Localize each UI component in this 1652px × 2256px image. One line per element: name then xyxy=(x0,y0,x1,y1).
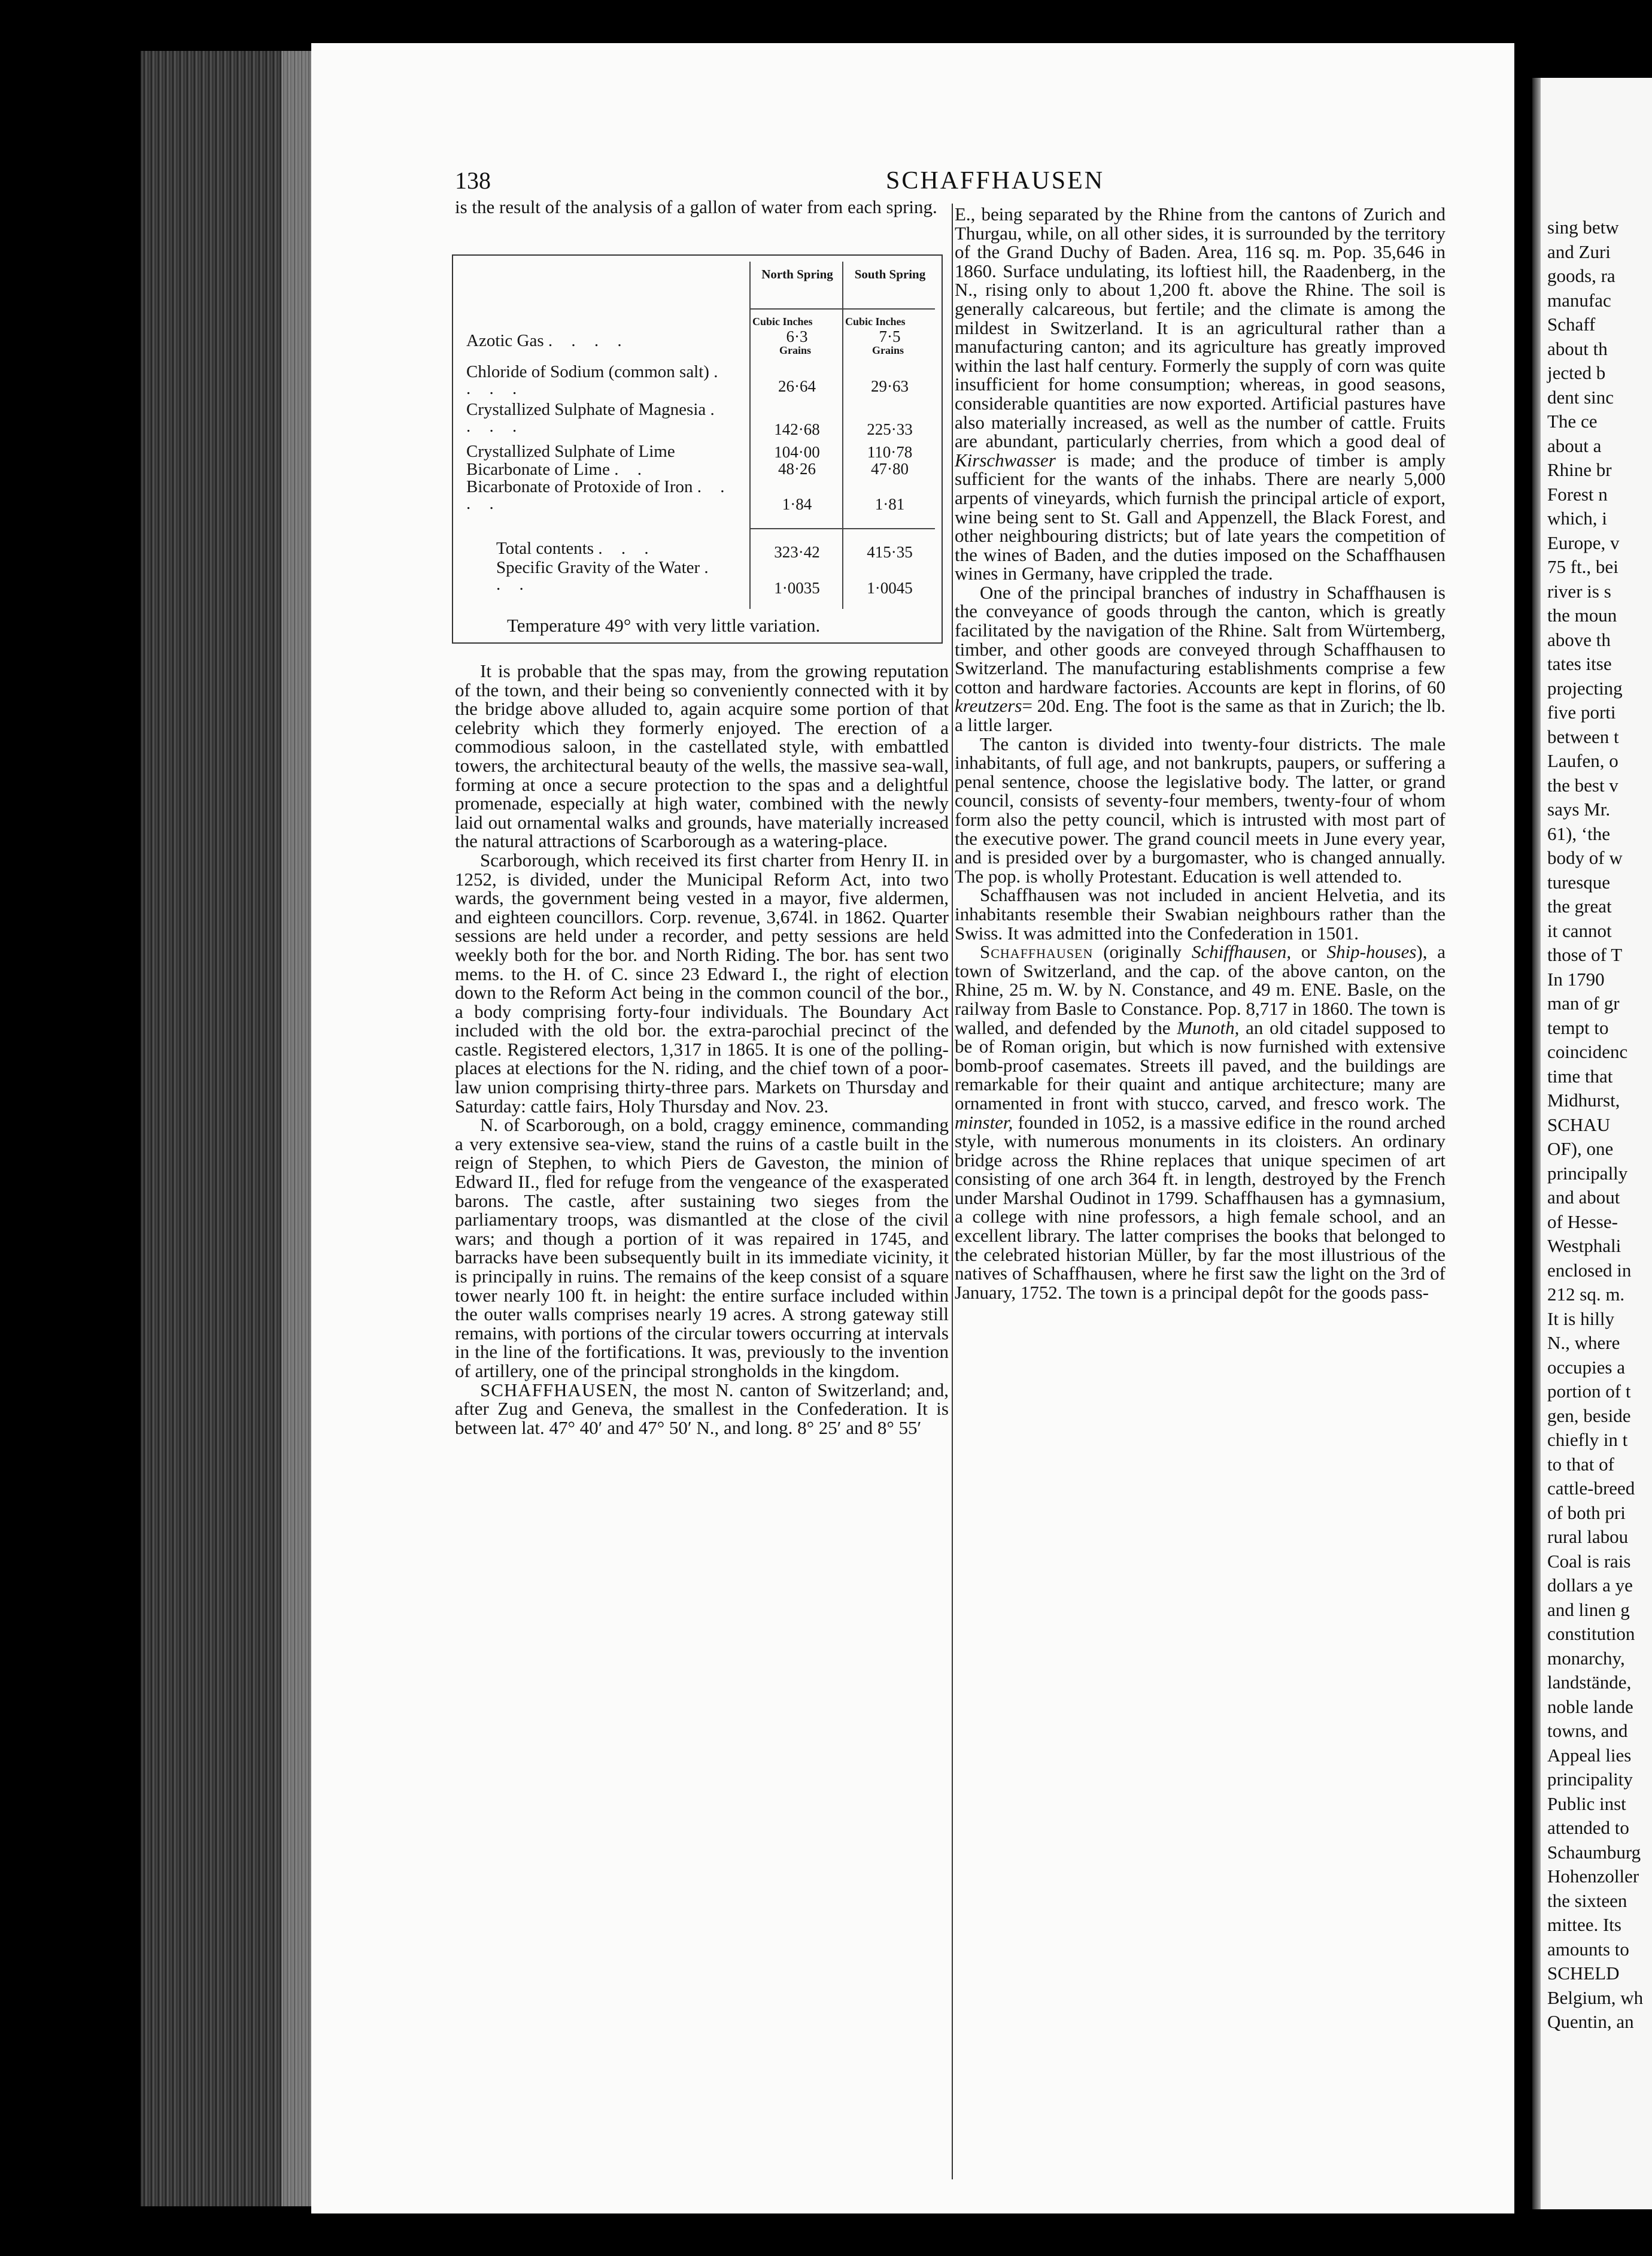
facing-page-line: about a xyxy=(1547,435,1602,456)
facing-page-line: body of w xyxy=(1547,847,1623,868)
page-number: 138 xyxy=(455,167,491,194)
facing-page-fragment xyxy=(1532,78,1652,2209)
row-label-azotic-gas: Azotic Gas . . . . xyxy=(466,331,629,350)
paragraph-schaffhausen-town: Schaffhausen (originally Schiffhausen, or Ship-houses), a town of Switzerland, and the cap. of the above canton, on the Rhine, 25 m. W. by N. Constance, and 49 m. ENE. Basle, on the railway from Basle to Constance. Pop. 8,717 in 1860. The town is walled, and defended by the Munoth, an old citadel supposed to be of Roman origin, but which is now furnished with extensive bomb-proof casemates. Streets ill paved, and the buildings are remarkable for their quaint and antique architecture; many are ornamented in front with stucco, carved, and fresco work. The minster, founded in 1052, is a massive edifice in the round arched style, with numerous monuments in its cloisters. An ordinary bridge across the Rhine replaces that unique specimen of art consisting of one arch 364 ft. in length, destroyed by the French under Marshal Oudinot in 1799. Schaffhausen has a gymnasium, a college with nine professors, a high female school, and an excellent library. The latter comprises the books that belonged to the celebrated historian Müller, by far the most illustrious of the natives of Schaffhausen, where he first saw the light on the 3rd of January, 1752. The town is a principal depôt for the goods pass- xyxy=(955,941,1446,1303)
facing-page-line: about th xyxy=(1547,338,1608,359)
row-label-chloride-sodium: Chloride of Sodium (common salt) . . . . xyxy=(466,362,725,398)
page-header xyxy=(455,166,1425,196)
facing-page-line: and Zuri xyxy=(1547,241,1611,262)
facing-page-line: portion of t xyxy=(1547,1381,1631,1402)
table-total-rule xyxy=(749,528,935,529)
facing-page-line: SCHAU xyxy=(1547,1114,1611,1135)
south-bicarbonate-lime: 47·80 xyxy=(871,460,909,478)
north-protoxide-iron: 1·84 xyxy=(782,495,812,513)
facing-page-line: sing betw xyxy=(1547,217,1619,238)
north-bicarbonate-lime: 48·26 xyxy=(778,460,816,478)
page-edges xyxy=(281,51,314,2206)
facing-page-line: Public inst xyxy=(1547,1793,1626,1814)
column-divider xyxy=(952,204,953,2179)
facing-page-line: and about xyxy=(1547,1187,1620,1208)
facing-page-line: between t xyxy=(1547,726,1619,747)
facing-page-line: Schaumburg xyxy=(1547,1841,1641,1863)
facing-page-line: noble lande xyxy=(1547,1696,1633,1717)
facing-page-line: cattle-breed xyxy=(1547,1478,1635,1499)
intro-text: is the result of the analysis of a gallon of water from each spring. xyxy=(455,196,937,217)
entry-heading-schaffhausen: SCHAFFHAUSEN, xyxy=(480,1379,638,1400)
unit-grains-south: Grains xyxy=(872,344,904,356)
facing-page-line: principality xyxy=(1547,1769,1633,1790)
facing-page-line: says Mr. xyxy=(1547,799,1611,820)
facing-page-line: Hohenzoller xyxy=(1547,1866,1639,1887)
facing-page-line: occupies a xyxy=(1547,1356,1625,1378)
facing-page-line: coincidenc xyxy=(1547,1041,1628,1062)
south-chloride-sodium: 29·63 xyxy=(871,377,909,395)
facing-page-line: monarchy, xyxy=(1547,1647,1625,1669)
facing-page-line: dollars a ye xyxy=(1547,1575,1633,1596)
south-sulphate-magnesia: 225·33 xyxy=(867,420,913,438)
facing-page-line: river is s xyxy=(1547,580,1611,602)
table-footnote: Temperature 49° with very little variation. xyxy=(507,615,821,636)
south-total-contents: 415·35 xyxy=(867,543,913,561)
facing-page-line: It is hilly xyxy=(1547,1308,1614,1329)
facing-page-line: constitution xyxy=(1547,1623,1635,1644)
facing-page-line: which, i xyxy=(1547,508,1607,529)
row-label-sulphate-lime: Crystallized Sulphate of Lime xyxy=(466,442,675,461)
facing-page-line: those of T xyxy=(1547,944,1623,965)
north-chloride-sodium: 26·64 xyxy=(778,377,816,395)
paragraph-industry: One of the principal branches of industry in Schaffhausen is the conveyance of goods through the canton, which is greatly facilitated by the navigation of the Rhine. Salt from Würtemberg, timber, and other goods are conveyed through Schaffhausen to Switzerland. The manufacturing establishments comprise a few cotton and hardware factories. Accounts are kept in florins, of 60 kreutzers= 20d. Eng. The foot is the same as that in Zurich; the lb. a little larger. xyxy=(955,581,1445,736)
right-column xyxy=(955,205,1445,1302)
north-specific-gravity: 1·0035 xyxy=(774,579,820,597)
unit-cubic-north: Cubic Inches xyxy=(752,316,813,328)
north-sulphate-magnesia: 142·68 xyxy=(774,420,820,438)
facing-page-line: Midhurst, xyxy=(1547,1090,1620,1111)
unit-cubic-south: Cubic Inches xyxy=(845,316,906,328)
facing-page-line: above th xyxy=(1547,629,1611,650)
row-label-specific-gravity: Specific Gravity of the Water . . . xyxy=(496,558,716,594)
facing-page-line: N., where xyxy=(1547,1332,1620,1353)
facing-page-line: manufac xyxy=(1547,289,1611,311)
facing-page-line: mittee. Its xyxy=(1547,1914,1621,1935)
facing-page-line: amounts to xyxy=(1547,1938,1629,1960)
row-label-sulphate-magnesia: Crystallized Sulphate of Magnesia . . . . xyxy=(466,400,722,436)
facing-page-line: 212 sq. m. xyxy=(1547,1284,1625,1305)
facing-page-line: Belgium, wh xyxy=(1547,1987,1644,2008)
facing-page-line: projecting xyxy=(1547,677,1623,699)
facing-page-line: chiefly in t xyxy=(1547,1429,1628,1450)
table-vline-1 xyxy=(749,262,751,609)
facing-page-line: time that xyxy=(1547,1065,1613,1087)
facing-page-line: to that of xyxy=(1547,1453,1614,1475)
facing-page-line: landstände, xyxy=(1547,1672,1632,1693)
table-header-rule xyxy=(749,308,935,310)
facing-page-line: of Hesse- xyxy=(1547,1211,1618,1232)
facing-page-line: Laufen, o xyxy=(1547,750,1618,771)
facing-page-line: towns, and xyxy=(1547,1720,1628,1741)
row-label-protoxide-iron: Bicarbonate of Protoxide of Iron . . . . xyxy=(466,477,732,513)
facing-page-line: the great xyxy=(1547,896,1612,917)
paragraph-castle: N. of Scarborough, on a bold, craggy eminence, commanding a very extensive sea-view, stand the ruins of a castle built in the reign of Stephen, to which Piers de Gaveston, the minion of Edward II., fled for refuge from the vengeance of the exasperated barons. The castle, after sustaining two sieges from the parliamentary troops, was dismantled at the close of the civil wars; and though a portion of it was repaired in 1745, and barracks have been subsequently built in its immediate vicinity, it is principally in ruins. The remains of the keep consist of a square tower nearly 100 ft. in height: the entire surface included within the outer walls comprises nearly 19 acres. A strong gateway still remains, with portions of the circular towers occurring at intervals in the line of the fortifications. It was, previously to the invention of artillery, one of the principal strongholds in the kingdom. xyxy=(455,1114,949,1381)
row-label-bicarbonate-lime: Bicarbonate of Lime . . xyxy=(466,460,649,479)
facing-page-line: the best v xyxy=(1547,774,1618,796)
paragraph-government: The canton is divided into twenty-four districts. The male inhabitants, of full age, and not bankrupts, paupers, or suffering a penal sentence, choose the legislative body. The latter, or grand council, consists of seventy-four members, twenty-four of whom form also the petty council, which is intrusted with most part of the executive power. The grand council meets in June every year, and is presided over by a burgomaster, who is changed annually. The pop. is wholly Protestant. Education is well attended to. xyxy=(955,733,1445,887)
facing-page-line: goods, ra xyxy=(1547,265,1615,286)
facing-page-line: dent sinc xyxy=(1547,386,1614,408)
south-sulphate-lime: 110·78 xyxy=(867,443,913,461)
table-vline-2 xyxy=(842,262,843,609)
facing-page-line: Quentin, an xyxy=(1547,2011,1634,2032)
facing-page-line: of both pri xyxy=(1547,1502,1626,1523)
left-column-intro xyxy=(455,198,949,217)
facing-page-line: the moun xyxy=(1547,605,1617,626)
facing-page-line: principally xyxy=(1547,1162,1628,1184)
facing-page-line: tempt to xyxy=(1547,1017,1609,1038)
facing-page-line: In 1790 xyxy=(1547,968,1605,990)
south-protoxide-iron: 1·81 xyxy=(874,495,905,513)
col-header-south: South Spring xyxy=(854,267,926,281)
entry-heading-schaffhausen-town: Schaffhausen xyxy=(980,941,1094,963)
facing-page-line: The ce xyxy=(1547,411,1598,432)
facing-page-line: five porti xyxy=(1547,702,1616,723)
facing-page-line: SCHELD xyxy=(1547,1963,1620,1984)
facing-page-line: jected b xyxy=(1547,362,1606,383)
running-head: SCHAFFHAUSEN xyxy=(886,167,1105,195)
unit-grains-north: Grains xyxy=(779,344,812,356)
north-azotic-gas: 6·3 xyxy=(786,328,808,345)
facing-page-line: OF), one xyxy=(1547,1138,1614,1159)
water-analysis-table xyxy=(452,254,943,644)
facing-page-line: 61), ‘the xyxy=(1547,823,1611,844)
facing-page-lines xyxy=(1547,216,1652,2034)
facing-page-line: man of gr xyxy=(1547,993,1620,1014)
facing-page-line: Schaff xyxy=(1547,314,1596,335)
paragraph-canton-description: E., being separated by the Rhine from the cantons of Zurich and Thurgau, while, on all other sides, it is surrounded by the territory of the Grand Duchy of Baden. Area, 116 sq. m. Pop. 35,646 in 1860. Surface undulating, its loftiest hill, the Raadenberg, in the N., rising only to about 1,200 ft. above the Rhine. The soil is generally calcareous, but fertile; and the climate is among the mildest in Switzerland. It is an agricultural rather than a manufacturing canton; and its agriculture has greatly improved within the last half century. Formerly the supply of corn was quite insufficient for home consumption; whereas, in good seasons, considerable quantities are now exported. Artificial pastures have also materially increased, as well as the number of cattle. Fruits are abundant, particularly cherries, from which a good deal of Kirschwasser is made; and the produce of timber is amply sufficient for the wants of the inhabs. There are nearly 5,000 arpents of vineyards, which furnish the principal article of export, wine being sent to St. Gall and Appenzell, the Black Forest, and other neighbouring districts; but of late years the competition of the wines of Baden, and the duties imposed on the Schaffhausen wines in Germany, have crippled the trade. xyxy=(955,204,1445,584)
facing-page-line: turesque xyxy=(1547,871,1611,893)
south-azotic-gas: 7·5 xyxy=(879,328,901,345)
paragraph-schaffhausen-canton: SCHAFFHAUSEN, the most N. canton of Switzerland; and, after Zug and Geneva, the smallest in the Confederation. It is between lat. 47° 40′ and 47° 50′ N., and long. 8° 25′ and 8° 55′ xyxy=(455,1379,949,1438)
facing-page-line: the sixteen xyxy=(1547,1890,1627,1911)
paragraph-spas: It is probable that the spas may, from the growing reputation of the town, and their being so conveniently connected with it by the bridge above alluded to, again acquire some portion of that celebrity which they formerly enjoyed. The erection of a commodious saloon, in the castellated style, with embattled towers, the architectural beauty of the wells, the massive sea-wall, forming at once a secure protection to the spas and a delightful promenade, especially at high water, combined with the newly laid out ornamental walks and grounds, have materially increased the natural attractions of Scarborough as a watering-place. xyxy=(455,660,949,852)
facing-page-line: Europe, v xyxy=(1547,532,1620,553)
facing-page-line: Rhine br xyxy=(1547,459,1612,480)
facing-page-line: attended to xyxy=(1547,1817,1629,1838)
row-label-total-contents: Total contents . . . xyxy=(496,539,656,558)
facing-page-line: 75 ft., bei xyxy=(1547,556,1618,577)
facing-page-line: Appeal lies xyxy=(1547,1744,1632,1766)
left-column-body xyxy=(455,662,949,1437)
facing-page-gutter xyxy=(1532,78,1541,2209)
facing-page-line: Westphali xyxy=(1547,1235,1621,1256)
facing-page-line: Forest n xyxy=(1547,483,1608,505)
south-specific-gravity: 1·0045 xyxy=(867,579,913,597)
facing-page-line: gen, beside xyxy=(1547,1405,1631,1426)
col-header-north: North Spring xyxy=(761,267,833,281)
north-sulphate-lime: 104·00 xyxy=(774,443,820,461)
north-total-contents: 323·42 xyxy=(774,543,820,561)
facing-page-line: it cannot xyxy=(1547,920,1612,941)
facing-page-line: Coal is rais xyxy=(1547,1550,1631,1572)
facing-page-line: and linen g xyxy=(1547,1599,1630,1620)
facing-page-line: rural labou xyxy=(1547,1526,1629,1547)
paragraph-scarborough-charter: Scarborough, which received its first charter from Henry II. in 1252, is divided, under the Municipal Reform Act, into two wards, the government being vested in a mayor, five aldermen, and eighteen councillors. Corp. revenue, 3,674l. in 1862. Quarter sessions are held under a recorder, and petty sessions are held weekly both for the bor. and North Riding. The bor. has sent two mems. to the H. of C. since 23 Edward I., the right of election down to the Reform Act being in the common council of the bor., a body comprising forty-four individuals. The Boundary Act included with the old bor. the extra-parochial precinct of the castle. Registered electors, 1,317 in 1865. It is one of the polling-places at elections for the N. riding, and the chief town of a poor-law union comprising thirty-three pars. Markets on Thursday and Saturday: cattle fairs, Holy Thursday and Nov. 23. xyxy=(455,849,949,1117)
paragraph-helvetia: Schaffhausen was not included in ancient Helvetia, and its inhabitants resemble their Swabian neighbours rather than the Swiss. It was admitted into the Confederation in 1501. xyxy=(955,884,1445,944)
facing-page-line: enclosed in xyxy=(1547,1259,1632,1281)
facing-page-line: tates itse xyxy=(1547,653,1612,674)
